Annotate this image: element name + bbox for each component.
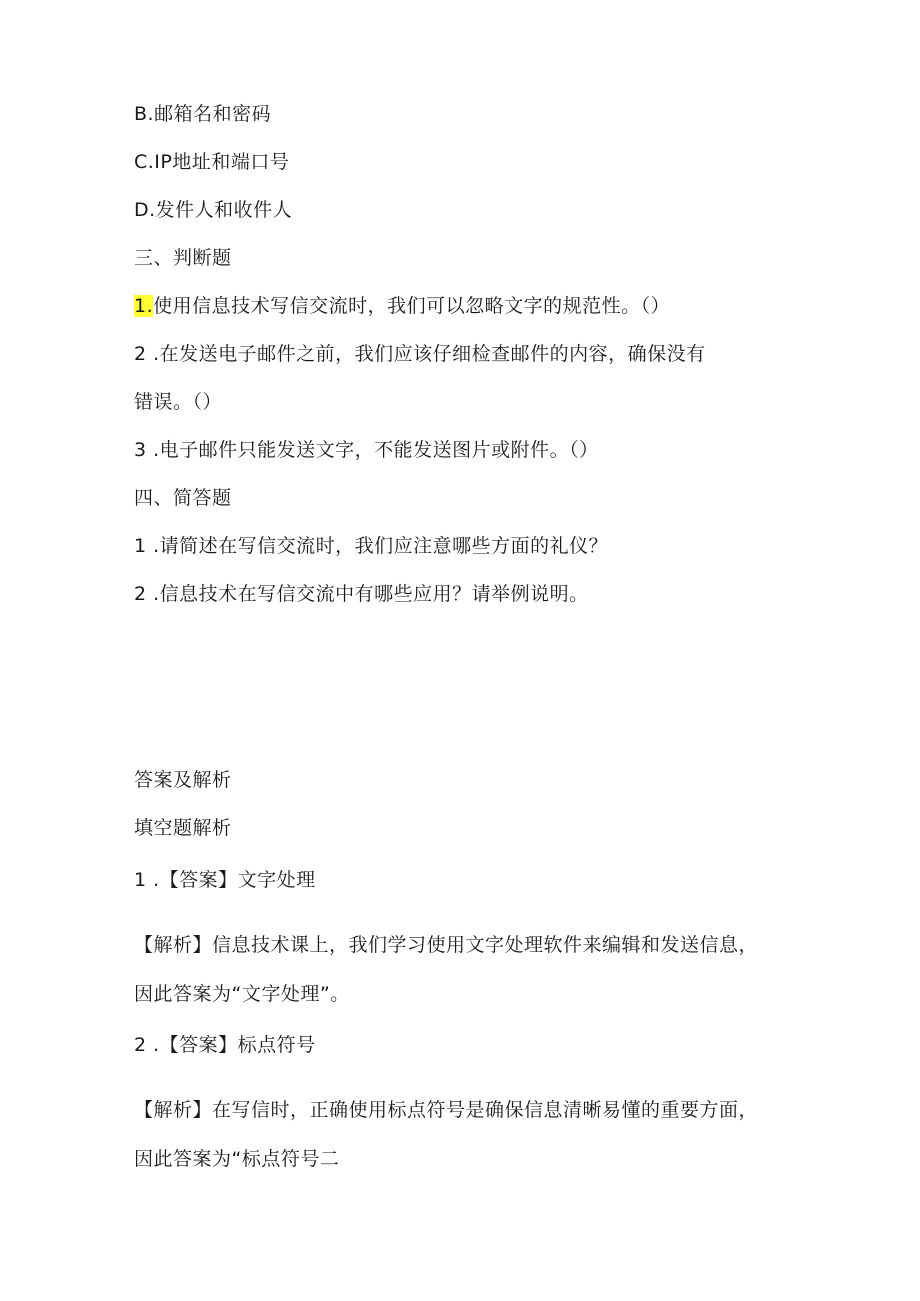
answer-2-explanation-line1: 【解析】在写信时，正确使用标点符号是确保信息清晰易懂的重要方面， [134, 1099, 759, 1121]
section3-heading: 三、判断题 [134, 247, 232, 269]
option-c: C.IP地址和端口号 [134, 151, 290, 173]
option-b: B.邮箱名和密码 [134, 103, 272, 125]
judge-question-2-line2: 错误。（） [134, 391, 223, 413]
judge-question-1-text: 使用信息技术写信交流时，我们可以忽略文字的规范性。（） [153, 295, 671, 317]
judge-question-1 [134, 293, 670, 319]
short-question-1: 1 .请简述在写信交流时，我们应注意哪些方面的礼仪？ [134, 535, 609, 557]
highlighted-number: 1. [134, 295, 154, 317]
answer-1: 1 .【答案】文字处理 [134, 869, 316, 891]
answer-1-explanation-line2: 因此答案为“文字处理”。 [134, 983, 350, 1005]
option-d: D.发件人和收件人 [134, 199, 293, 221]
judge-question-3: 3 .电子邮件只能发送文字，不能发送图片或附件。（） [134, 439, 599, 461]
short-question-2: 2 .信息技术在写信交流中有哪些应用？请举例说明。 [134, 583, 589, 605]
answer-1-explanation-line1: 【解析】信息技术课上，我们学习使用文字处理软件来编辑和发送信息， [134, 934, 759, 956]
section4-heading: 四、简答题 [134, 487, 232, 509]
answers-subheading: 填空题解析 [134, 817, 232, 839]
judge-question-2-line1: 2 .在发送电子邮件之前，我们应该仔细检查邮件的内容，确保没有 [134, 343, 706, 365]
answer-2-explanation-line2: 因此答案为“标点符号二 [134, 1148, 340, 1170]
answer-2: 2 .【答案】标点符号 [134, 1034, 316, 1056]
answers-heading: 答案及解析 [134, 769, 232, 791]
